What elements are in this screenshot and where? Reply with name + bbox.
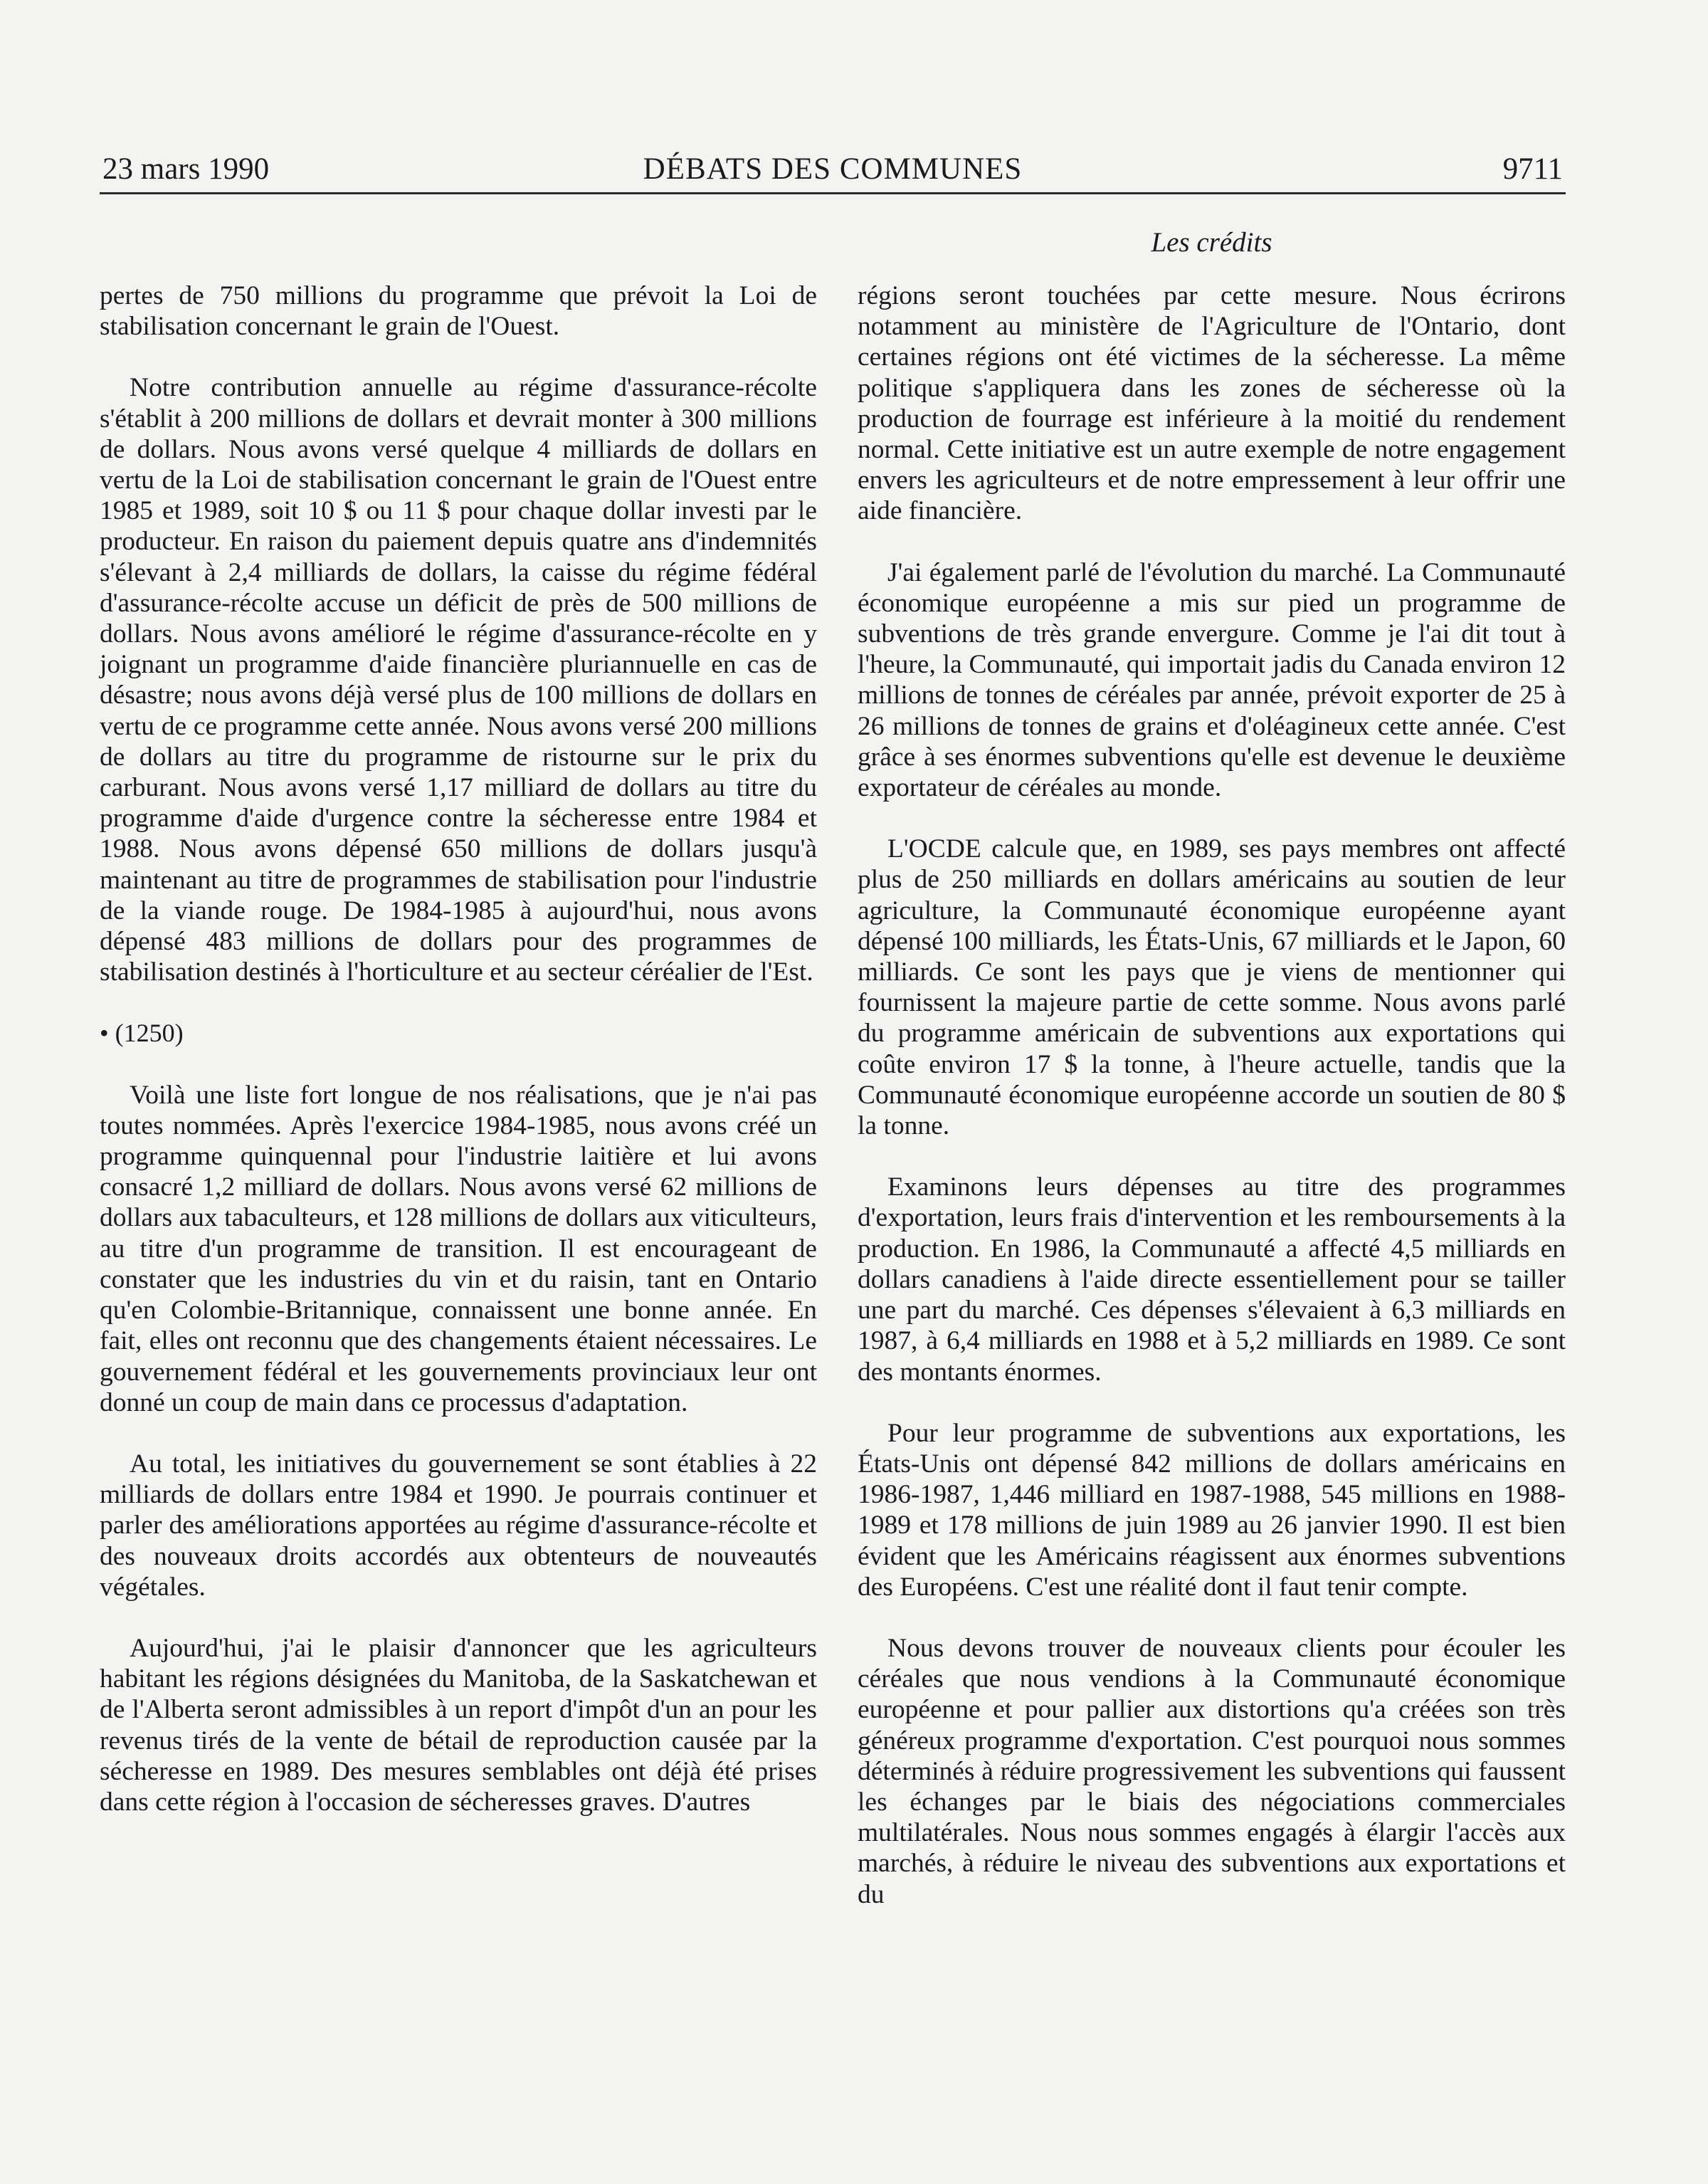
paragraph: Examinons leurs dépenses au titre des programmes d'exportation, leurs frais d'intervention et les remboursements à la production. En 1986, la Communauté a affecté 4,5 milliards en dollars canadiens à l'aide directe essentiellement pour se tailler une part du marché. Ces dépenses s'élevaient à 6,3 milliards en 1987, à 6,4 milliards en 1988 et à 5,2 milliards en 1989. Ce sont des montants énormes. xyxy=(858,1172,1566,1387)
page-header xyxy=(100,148,1566,194)
left-column xyxy=(100,280,817,1848)
right-column xyxy=(858,280,1566,1941)
paragraph: J'ai également parlé de l'évolution du marché. La Communauté économique européenne a mis sur pied un programme de subventions de très grande envergure. Comme je l'ai dit tout à l'heure, la Communauté, qui importait jadis du Canada environ 12 millions de tonnes de céréales par année, prévoit exporter de 25 à 26 millions de tonnes de grains et d'oléagineux cette année. C'est grâce à ses énormes subventions qu'elle est devenue le deuxième exportateur de céréales au monde. xyxy=(858,557,1566,803)
paragraph: Pour leur programme de subventions aux exportations, les États-Unis ont dépensé 842 millions de dollars américains en 1986-1987, 1,446 milliard en 1987-1988, 545 millions en 1988-1989 et 178 millions de juin 1989 au 26 janvier 1990. Il est bien évident que les Américains réagissent aux énormes subventions des Européens. C'est une réalité dont il faut tenir compte. xyxy=(858,1418,1566,1602)
paragraph: Au total, les initiatives du gouvernement se sont établies à 22 milliards de dollars entre 1984 et 1990. Je pourrais continuer et parler des améliorations apportées au régime d'assurance-récolte et des nouveaux droits accordés aux obtenteurs de nouveautés végétales. xyxy=(100,1449,817,1602)
time-marker: • (1250) xyxy=(100,1019,184,1048)
paragraph: L'OCDE calcule que, en 1989, ses pays membres ont affecté plus de 250 milliards en dollars américains au soutien de leur agriculture, la Communauté économique européenne ayant dépensé 100 milliards, les États-Unis, 67 milliards et le Japon, 60 milliards. Ce sont les pays que je viens de mentionner qui fournissent la majeure partie de cette somme. Nous avons parlé du programme américain de subventions aux exportations qui coûte environ 17 $ la tonne, à l'heure actuelle, tandis que la Communauté économique européenne accorde un soutien de 80 $ la tonne. xyxy=(858,834,1566,1141)
paragraph: pertes de 750 millions du programme que prévoit la Loi de stabilisation concernant le grain de l'Ouest. xyxy=(100,281,817,342)
header-date: 23 mars 1990 xyxy=(102,152,270,186)
paragraph: Notre contribution annuelle au régime d'assurance-récolte s'établit à 200 millions de dollars et devrait monter à 300 millions de dollars. Nous avons versé quelque 4 milliards de dollars en vertu de la Loi de stabilisation concernant le grain de l'Ouest entre 1985 et 1989, soit 10 $ ou 11 $ pour chaque dollar investi par le producteur. En raison du paiement depuis quatre ans d'indemnités s'élevant à 2,4 milliards de dollars, la caisse du régime fédéral d'assurance-récolte accuse un déficit de près de 500 millions de dollars. Nous avons amélioré le régime d'assurance-récolte en y joignant un programme d'aide financière pluriannuelle en cas de désastre; nous avons déjà versé plus de 100 millions de dollars en vertu de ce programme cette année. Nous avons versé 200 millions de dollars au titre du programme de ristourne sur le prix du carburant. Nous avons versé 1,17 milliard de dollars au titre du programme d'aide d'urgence contre la sécheresse entre 1984 et 1988. Nous avons dépensé 650 millions de dollars jusqu'à maintenant au titre de programmes de stabilisation pour l'industrie de la viande rouge. De 1984-1985 à aujourd'hui, nous avons dépensé 483 millions de dollars pour des programmes de stabilisation destinés à l'horticulture et au secteur céréalier de l'Est. xyxy=(100,373,817,987)
header-title: DÉBATS DES COMMUNES xyxy=(643,152,1023,186)
paragraph: régions seront touchées par cette mesure. Nous écrirons notamment au ministère de l'Agriculture de l'Ontario, dont certaines régions ont été victimes de la sécheresse. La même politique s'appliquera dans les zones de sécheresse où la production de fourrage est inférieure à la moitié du rendement normal. Cette initiative est un autre exemple de notre engagement envers les agriculteurs et de notre empressement à leur offrir une aide financière. xyxy=(858,281,1566,526)
paragraph: Aujourd'hui, j'ai le plaisir d'annoncer que les agriculteurs habitant les régions désignées du Manitoba, de la Saskatchewan et de l'Alberta seront admissibles à un report d'impôt d'un an pour les revenus tirés de la vente de bétail de reproduction causée par la sécheresse en 1989. Des mesures semblables ont déjà été prises dans cette région à l'occasion de sécheresses graves. D'autres xyxy=(100,1633,817,1817)
paragraph: Voilà une liste fort longue de nos réalisations, que je n'ai pas toutes nommées. Après l'exercice 1984-1985, nous avons créé un programme quinquennal pour l'industrie laitière et lui avons consacré 1,2 milliard de dollars. Nous avons versé 62 millions de dollars aux tabaculteurs, et 128 millions de dollars aux viticulteurs, au titre d'un programme de transition. Il est encourageant de constater que les industries du vin et du raisin, tant en Ontario qu'en Colombie-Britannique, connaissent une bonne année. En fait, elles ont reconnu que des changements étaient nécessaires. Le gouvernement fédéral et les gouvernements provinciaux leur ont donné un coup de main dans ce processus d'adaptation. xyxy=(100,1080,817,1417)
section-title: Les crédits xyxy=(1151,227,1272,258)
header-page-number: 9711 xyxy=(1502,152,1563,186)
paragraph: Nous devons trouver de nouveaux clients pour écouler les céréales que nous vendions à la Communauté économique européenne et pour pallier aux distortions qu'a créées son très généreux programme d'exportation. C'est pourquoi nous sommes déterminés à réduire progressivement les subventions qui faussent les échanges par le biais des négociations commerciales multilatérales. Nous nous sommes engagés à élargir l'accès aux marchés, à réduire le niveau des subventions aux exportations et du xyxy=(858,1633,1566,1909)
